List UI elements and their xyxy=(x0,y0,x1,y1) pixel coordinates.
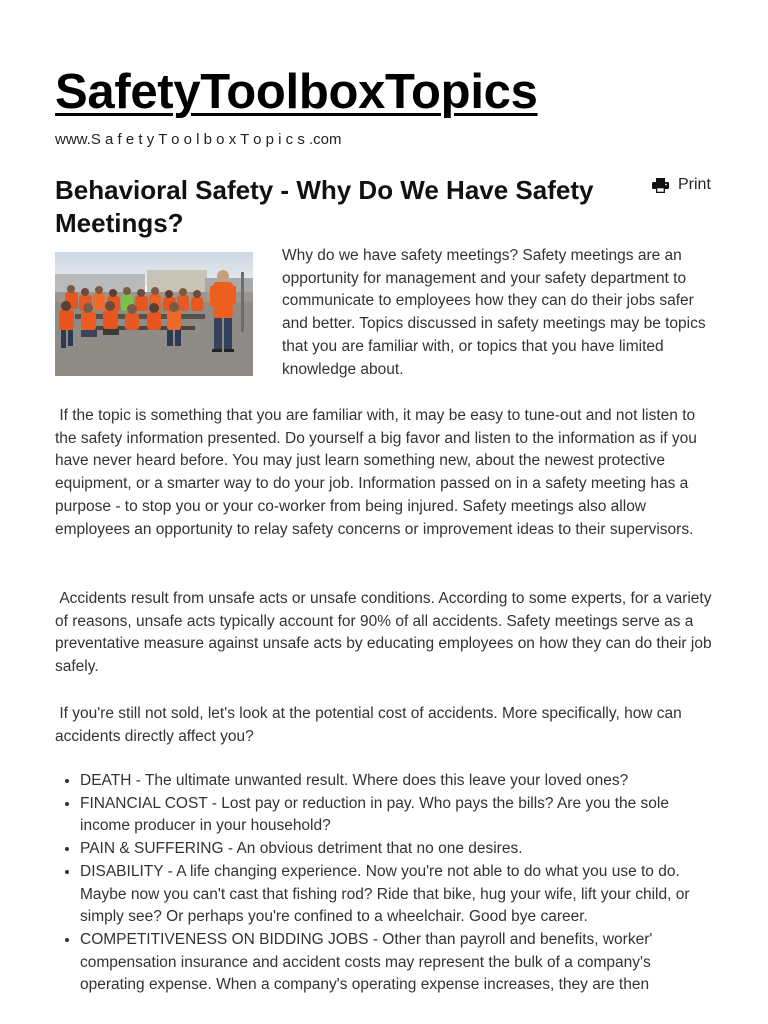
print-button[interactable] xyxy=(652,176,711,194)
safety-meeting-photo xyxy=(55,252,253,376)
site-title[interactable]: SafetyToolboxTopics xyxy=(55,65,538,119)
list-item: • COMPETITIVENESS ON BIDDING JOBS - Other than payroll and benefits, worker' compensation insurance and accident costs may represent the bulk of a company's operating expense. When a company's operating expense increases, they are then xyxy=(80,929,715,997)
accident-cost-list xyxy=(55,770,715,997)
body-paragraph-2: Accidents result from unsafe acts or unsafe conditions. According to some experts, for a variety of reasons, unsafe acts typically account for 90% of all accidents. Safety meetings serve as a preventative measure against unsafe acts by educating employees on how they can do their job safely. xyxy=(55,590,716,676)
site-url: www.S a f e t y T o o l b o x T o p i c s .com xyxy=(55,131,342,148)
intro-paragraph: Why do we have safety meetings? Safety meetings are an opportunity for management and your safety department to communicate to employees how they can do their jobs safer and better. Topics discussed in safety meetings may be topics that you are familiar with, or topics that you have limited knowledge about. xyxy=(282,247,706,378)
body-paragraph-3: If you're still not sold, let's look at the potential cost of accidents. More specifically, how can accidents directly affect you? xyxy=(55,705,687,745)
list-item: • PAIN & SUFFERING - An obvious detriment that no one desires. xyxy=(80,838,715,861)
body-paragraph-1: If the topic is something that you are familiar with, it may be easy to tune-out and not listen to the safety information presented. Do yourself a big favor and listen to the information as if you have never heard before. You may just learn something new, about the newest protective equipment, or a smarter way to do your job. Information passed on in a safety meeting has a purpose - to stop you or your co-worker from being injured. Safety meetings also allow employees an opportunity to relay safety concerns or improvement ideas to their supervisors. xyxy=(55,407,702,538)
print-label: Print xyxy=(678,176,711,193)
list-item: • FINANCIAL COST - Lost pay or reduction in pay. Who pays the bills? Are you the sole income producer in your household? xyxy=(80,793,715,838)
printer-icon xyxy=(652,178,669,193)
article-title: Behavioral Safety - Why Do We Have Safety Meetings? xyxy=(55,175,594,238)
list-item: • DEATH - The ultimate unwanted result. Where does this leave your loved ones? xyxy=(80,770,715,793)
list-item: • DISABILITY - A life changing experience. Now you're not able to do what you use to do. Maybe now you can't cast that fishing rod? Ride that bike, hug your wife, lift your child, or simply see? Or perhaps you're confined to a wheelchair. Good bye career. xyxy=(80,861,715,929)
